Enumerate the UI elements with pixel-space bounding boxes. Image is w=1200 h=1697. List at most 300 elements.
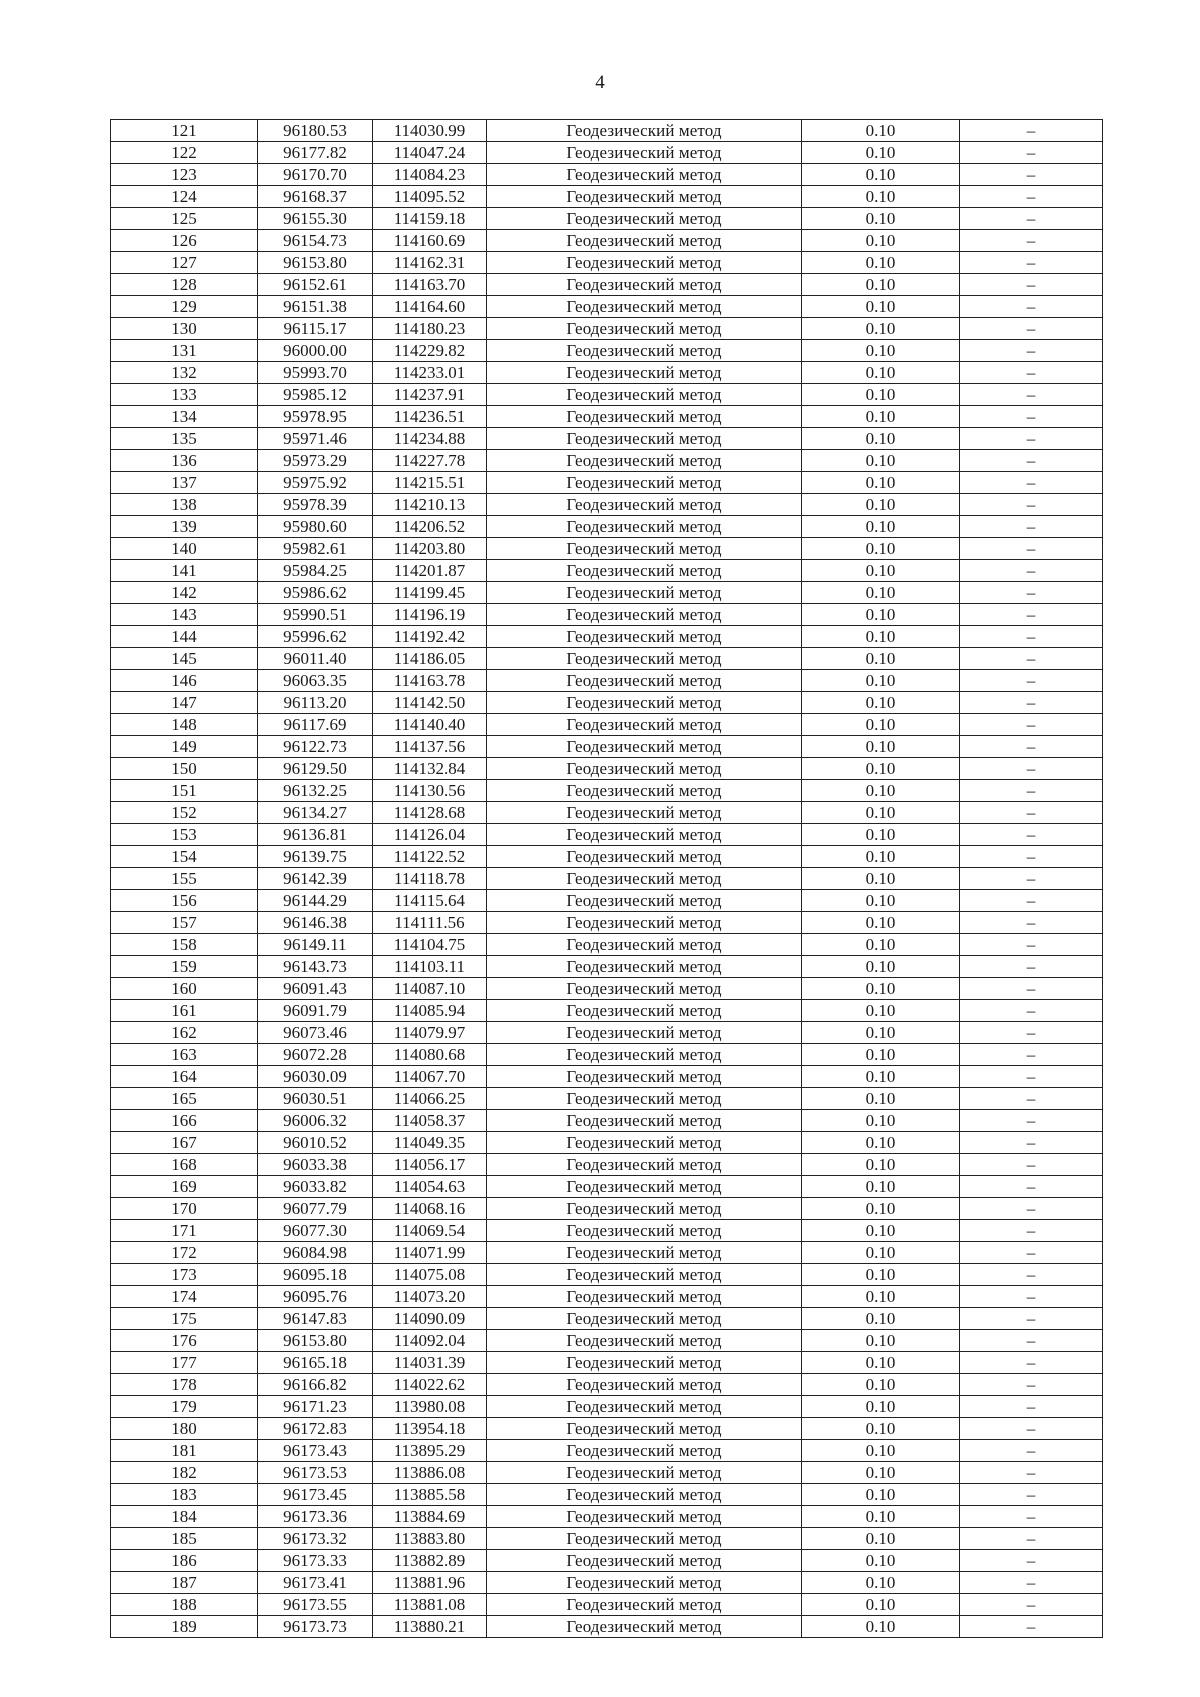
description-cell: – (960, 626, 1103, 648)
y-coordinate-cell: 114056.17 (373, 1154, 487, 1176)
description-cell: – (960, 428, 1103, 450)
table-row (111, 1088, 1103, 1110)
y-coordinate-cell: 114234.88 (373, 428, 487, 450)
method-cell: Геодезический метод (487, 318, 802, 340)
x-coordinate-cell: 96173.45 (258, 1484, 373, 1506)
point-number-cell: 158 (111, 934, 258, 956)
accuracy-cell: 0.10 (802, 604, 960, 626)
y-coordinate-cell: 114084.23 (373, 164, 487, 186)
table-row (111, 1176, 1103, 1198)
method-cell: Геодезический метод (487, 824, 802, 846)
table-row (111, 1506, 1103, 1528)
method-cell: Геодезический метод (487, 1594, 802, 1616)
x-coordinate-cell: 96095.76 (258, 1286, 373, 1308)
accuracy-cell: 0.10 (802, 208, 960, 230)
y-coordinate-cell: 114071.99 (373, 1242, 487, 1264)
table-row (111, 516, 1103, 538)
description-cell: – (960, 472, 1103, 494)
x-coordinate-cell: 96072.28 (258, 1044, 373, 1066)
x-coordinate-cell: 96033.38 (258, 1154, 373, 1176)
description-cell: – (960, 956, 1103, 978)
point-number-cell: 156 (111, 890, 258, 912)
method-cell: Геодезический метод (487, 1572, 802, 1594)
description-cell: – (960, 890, 1103, 912)
method-cell: Геодезический метод (487, 934, 802, 956)
x-coordinate-cell: 96132.25 (258, 780, 373, 802)
method-cell: Геодезический метод (487, 1198, 802, 1220)
description-cell: – (960, 164, 1103, 186)
point-number-cell: 152 (111, 802, 258, 824)
method-cell: Геодезический метод (487, 1374, 802, 1396)
accuracy-cell: 0.10 (802, 1286, 960, 1308)
y-coordinate-cell: 113980.08 (373, 1396, 487, 1418)
y-coordinate-cell: 114022.62 (373, 1374, 487, 1396)
accuracy-cell: 0.10 (802, 274, 960, 296)
description-cell: – (960, 560, 1103, 582)
description-cell: – (960, 1110, 1103, 1132)
point-number-cell: 148 (111, 714, 258, 736)
point-number-cell: 176 (111, 1330, 258, 1352)
point-number-cell: 155 (111, 868, 258, 890)
x-coordinate-cell: 96030.09 (258, 1066, 373, 1088)
point-number-cell: 183 (111, 1484, 258, 1506)
accuracy-cell: 0.10 (802, 1396, 960, 1418)
method-cell: Геодезический метод (487, 626, 802, 648)
table-row (111, 912, 1103, 934)
method-cell: Геодезический метод (487, 230, 802, 252)
accuracy-cell: 0.10 (802, 670, 960, 692)
point-number-cell: 147 (111, 692, 258, 714)
description-cell: – (960, 934, 1103, 956)
description-cell: – (960, 538, 1103, 560)
table-row (111, 758, 1103, 780)
y-coordinate-cell: 114206.52 (373, 516, 487, 538)
method-cell: Геодезический метод (487, 1352, 802, 1374)
point-number-cell: 133 (111, 384, 258, 406)
table-row (111, 362, 1103, 384)
accuracy-cell: 0.10 (802, 846, 960, 868)
description-cell: – (960, 1022, 1103, 1044)
description-cell: – (960, 1550, 1103, 1572)
y-coordinate-cell: 114160.69 (373, 230, 487, 252)
y-coordinate-cell: 114095.52 (373, 186, 487, 208)
description-cell: – (960, 450, 1103, 472)
description-cell: – (960, 230, 1103, 252)
point-number-cell: 164 (111, 1066, 258, 1088)
x-coordinate-cell: 95975.92 (258, 472, 373, 494)
method-cell: Геодезический метод (487, 1616, 802, 1638)
description-cell: – (960, 1286, 1103, 1308)
y-coordinate-cell: 114047.24 (373, 142, 487, 164)
table-row (111, 1330, 1103, 1352)
x-coordinate-cell: 96153.80 (258, 1330, 373, 1352)
x-coordinate-cell: 96170.70 (258, 164, 373, 186)
table-row (111, 714, 1103, 736)
y-coordinate-cell: 114068.16 (373, 1198, 487, 1220)
point-number-cell: 125 (111, 208, 258, 230)
description-cell: – (960, 516, 1103, 538)
accuracy-cell: 0.10 (802, 1176, 960, 1198)
y-coordinate-cell: 114031.39 (373, 1352, 487, 1374)
x-coordinate-cell: 96154.73 (258, 230, 373, 252)
table-row (111, 208, 1103, 230)
point-number-cell: 167 (111, 1132, 258, 1154)
y-coordinate-cell: 114196.19 (373, 604, 487, 626)
y-coordinate-cell: 114162.31 (373, 252, 487, 274)
x-coordinate-cell: 96172.83 (258, 1418, 373, 1440)
method-cell: Геодезический метод (487, 758, 802, 780)
table-row (111, 956, 1103, 978)
method-cell: Геодезический метод (487, 252, 802, 274)
point-number-cell: 163 (111, 1044, 258, 1066)
method-cell: Геодезический метод (487, 1066, 802, 1088)
description-cell: – (960, 736, 1103, 758)
description-cell: – (960, 120, 1103, 142)
table-row (111, 296, 1103, 318)
method-cell: Геодезический метод (487, 516, 802, 538)
y-coordinate-cell: 114122.52 (373, 846, 487, 868)
method-cell: Геодезический метод (487, 428, 802, 450)
accuracy-cell: 0.10 (802, 1154, 960, 1176)
x-coordinate-cell: 95985.12 (258, 384, 373, 406)
description-cell: – (960, 1066, 1103, 1088)
y-coordinate-cell: 114130.56 (373, 780, 487, 802)
x-coordinate-cell: 96168.37 (258, 186, 373, 208)
table-row (111, 868, 1103, 890)
accuracy-cell: 0.10 (802, 340, 960, 362)
table-row (111, 1000, 1103, 1022)
accuracy-cell: 0.10 (802, 362, 960, 384)
y-coordinate-cell: 113880.21 (373, 1616, 487, 1638)
description-cell: – (960, 714, 1103, 736)
table-row (111, 1220, 1103, 1242)
description-cell: – (960, 384, 1103, 406)
description-cell: – (960, 186, 1103, 208)
point-number-cell: 169 (111, 1176, 258, 1198)
accuracy-cell: 0.10 (802, 1088, 960, 1110)
description-cell: – (960, 1352, 1103, 1374)
x-coordinate-cell: 95993.70 (258, 362, 373, 384)
description-cell: – (960, 670, 1103, 692)
y-coordinate-cell: 114233.01 (373, 362, 487, 384)
method-cell: Геодезический метод (487, 846, 802, 868)
description-cell: – (960, 1418, 1103, 1440)
table-row (111, 1352, 1103, 1374)
x-coordinate-cell: 95980.60 (258, 516, 373, 538)
method-cell: Геодезический метод (487, 406, 802, 428)
accuracy-cell: 0.10 (802, 384, 960, 406)
y-coordinate-cell: 114137.56 (373, 736, 487, 758)
accuracy-cell: 0.10 (802, 252, 960, 274)
table-row (111, 1484, 1103, 1506)
x-coordinate-cell: 96173.73 (258, 1616, 373, 1638)
x-coordinate-cell: 96011.40 (258, 648, 373, 670)
y-coordinate-cell: 114054.63 (373, 1176, 487, 1198)
method-cell: Геодезический метод (487, 1330, 802, 1352)
table-row (111, 780, 1103, 802)
y-coordinate-cell: 114080.68 (373, 1044, 487, 1066)
table-row (111, 1396, 1103, 1418)
accuracy-cell: 0.10 (802, 648, 960, 670)
accuracy-cell: 0.10 (802, 1550, 960, 1572)
x-coordinate-cell: 95971.46 (258, 428, 373, 450)
accuracy-cell: 0.10 (802, 1616, 960, 1638)
x-coordinate-cell: 96084.98 (258, 1242, 373, 1264)
description-cell: – (960, 1176, 1103, 1198)
x-coordinate-cell: 96144.29 (258, 890, 373, 912)
point-number-cell: 144 (111, 626, 258, 648)
x-coordinate-cell: 96006.32 (258, 1110, 373, 1132)
x-coordinate-cell: 96173.55 (258, 1594, 373, 1616)
accuracy-cell: 0.10 (802, 1418, 960, 1440)
method-cell: Геодезический метод (487, 868, 802, 890)
accuracy-cell: 0.10 (802, 736, 960, 758)
accuracy-cell: 0.10 (802, 296, 960, 318)
y-coordinate-cell: 113885.58 (373, 1484, 487, 1506)
table-row (111, 428, 1103, 450)
point-number-cell: 172 (111, 1242, 258, 1264)
point-number-cell: 165 (111, 1088, 258, 1110)
accuracy-cell: 0.10 (802, 230, 960, 252)
description-cell: – (960, 318, 1103, 340)
accuracy-cell: 0.10 (802, 1462, 960, 1484)
description-cell: – (960, 1044, 1103, 1066)
method-cell: Геодезический метод (487, 780, 802, 802)
method-cell: Геодезический метод (487, 1264, 802, 1286)
description-cell: – (960, 1088, 1103, 1110)
description-cell: – (960, 1528, 1103, 1550)
table-row (111, 164, 1103, 186)
table-row (111, 802, 1103, 824)
point-number-cell: 186 (111, 1550, 258, 1572)
method-cell: Геодезический метод (487, 912, 802, 934)
accuracy-cell: 0.10 (802, 1594, 960, 1616)
description-cell: – (960, 274, 1103, 296)
accuracy-cell: 0.10 (802, 1264, 960, 1286)
accuracy-cell: 0.10 (802, 1022, 960, 1044)
table-row (111, 1198, 1103, 1220)
method-cell: Геодезический метод (487, 1176, 802, 1198)
accuracy-cell: 0.10 (802, 1000, 960, 1022)
y-coordinate-cell: 114067.70 (373, 1066, 487, 1088)
description-cell: – (960, 340, 1103, 362)
table-row (111, 824, 1103, 846)
accuracy-cell: 0.10 (802, 1440, 960, 1462)
accuracy-cell: 0.10 (802, 428, 960, 450)
description-cell: – (960, 142, 1103, 164)
table-row (111, 978, 1103, 1000)
method-cell: Геодезический метод (487, 956, 802, 978)
x-coordinate-cell: 95990.51 (258, 604, 373, 626)
table-row (111, 736, 1103, 758)
table-row (111, 1264, 1103, 1286)
x-coordinate-cell: 96147.83 (258, 1308, 373, 1330)
method-cell: Геодезический метод (487, 1286, 802, 1308)
method-cell: Геодезический метод (487, 692, 802, 714)
accuracy-cell: 0.10 (802, 1330, 960, 1352)
point-number-cell: 145 (111, 648, 258, 670)
method-cell: Геодезический метод (487, 890, 802, 912)
description-cell: – (960, 1330, 1103, 1352)
y-coordinate-cell: 114229.82 (373, 340, 487, 362)
method-cell: Геодезический метод (487, 1550, 802, 1572)
accuracy-cell: 0.10 (802, 1484, 960, 1506)
y-coordinate-cell: 113881.08 (373, 1594, 487, 1616)
table-row (111, 406, 1103, 428)
x-coordinate-cell: 96173.32 (258, 1528, 373, 1550)
y-coordinate-cell: 114199.45 (373, 582, 487, 604)
method-cell: Геодезический метод (487, 1308, 802, 1330)
table-row (111, 252, 1103, 274)
table-row (111, 186, 1103, 208)
x-coordinate-cell: 95984.25 (258, 560, 373, 582)
method-cell: Геодезический метод (487, 274, 802, 296)
x-coordinate-cell: 96180.53 (258, 120, 373, 142)
coordinates-table-body (111, 120, 1103, 1638)
method-cell: Геодезический метод (487, 384, 802, 406)
point-number-cell: 151 (111, 780, 258, 802)
accuracy-cell: 0.10 (802, 1352, 960, 1374)
description-cell: – (960, 802, 1103, 824)
point-number-cell: 131 (111, 340, 258, 362)
x-coordinate-cell: 96073.46 (258, 1022, 373, 1044)
table-row (111, 1286, 1103, 1308)
method-cell: Геодезический метод (487, 1418, 802, 1440)
table-row (111, 450, 1103, 472)
accuracy-cell: 0.10 (802, 934, 960, 956)
point-number-cell: 154 (111, 846, 258, 868)
y-coordinate-cell: 114186.05 (373, 648, 487, 670)
y-coordinate-cell: 114049.35 (373, 1132, 487, 1154)
accuracy-cell: 0.10 (802, 142, 960, 164)
method-cell: Геодезический метод (487, 362, 802, 384)
x-coordinate-cell: 96077.79 (258, 1198, 373, 1220)
accuracy-cell: 0.10 (802, 120, 960, 142)
accuracy-cell: 0.10 (802, 1132, 960, 1154)
x-coordinate-cell: 96091.79 (258, 1000, 373, 1022)
x-coordinate-cell: 96134.27 (258, 802, 373, 824)
y-coordinate-cell: 114164.60 (373, 296, 487, 318)
y-coordinate-cell: 114227.78 (373, 450, 487, 472)
x-coordinate-cell: 95986.62 (258, 582, 373, 604)
point-number-cell: 153 (111, 824, 258, 846)
table-row (111, 604, 1103, 626)
method-cell: Геодезический метод (487, 1506, 802, 1528)
x-coordinate-cell: 96165.18 (258, 1352, 373, 1374)
description-cell: – (960, 758, 1103, 780)
point-number-cell: 122 (111, 142, 258, 164)
method-cell: Геодезический метод (487, 978, 802, 1000)
y-coordinate-cell: 114087.10 (373, 978, 487, 1000)
accuracy-cell: 0.10 (802, 1110, 960, 1132)
x-coordinate-cell: 96171.23 (258, 1396, 373, 1418)
x-coordinate-cell: 96030.51 (258, 1088, 373, 1110)
method-cell: Геодезический метод (487, 736, 802, 758)
description-cell: – (960, 604, 1103, 626)
y-coordinate-cell: 114132.84 (373, 758, 487, 780)
accuracy-cell: 0.10 (802, 1374, 960, 1396)
point-number-cell: 121 (111, 120, 258, 142)
x-coordinate-cell: 96166.82 (258, 1374, 373, 1396)
method-cell: Геодезический метод (487, 296, 802, 318)
description-cell: – (960, 582, 1103, 604)
accuracy-cell: 0.10 (802, 1242, 960, 1264)
table-row (111, 1132, 1103, 1154)
description-cell: – (960, 1374, 1103, 1396)
y-coordinate-cell: 114075.08 (373, 1264, 487, 1286)
method-cell: Геодезический метод (487, 1484, 802, 1506)
y-coordinate-cell: 114159.18 (373, 208, 487, 230)
method-cell: Геодезический метод (487, 1154, 802, 1176)
accuracy-cell: 0.10 (802, 1066, 960, 1088)
point-number-cell: 146 (111, 670, 258, 692)
y-coordinate-cell: 113895.29 (373, 1440, 487, 1462)
description-cell: – (960, 978, 1103, 1000)
point-number-cell: 157 (111, 912, 258, 934)
point-number-cell: 168 (111, 1154, 258, 1176)
method-cell: Геодезический метод (487, 1132, 802, 1154)
x-coordinate-cell: 95978.39 (258, 494, 373, 516)
method-cell: Геодезический метод (487, 1440, 802, 1462)
y-coordinate-cell: 114201.87 (373, 560, 487, 582)
point-number-cell: 185 (111, 1528, 258, 1550)
point-number-cell: 124 (111, 186, 258, 208)
method-cell: Геодезический метод (487, 1396, 802, 1418)
point-number-cell: 188 (111, 1594, 258, 1616)
accuracy-cell: 0.10 (802, 912, 960, 934)
point-number-cell: 137 (111, 472, 258, 494)
x-coordinate-cell: 96010.52 (258, 1132, 373, 1154)
accuracy-cell: 0.10 (802, 758, 960, 780)
description-cell: – (960, 824, 1103, 846)
accuracy-cell: 0.10 (802, 1506, 960, 1528)
description-cell: – (960, 1220, 1103, 1242)
x-coordinate-cell: 96149.11 (258, 934, 373, 956)
x-coordinate-cell: 96122.73 (258, 736, 373, 758)
accuracy-cell: 0.10 (802, 824, 960, 846)
x-coordinate-cell: 96000.00 (258, 340, 373, 362)
description-cell: – (960, 362, 1103, 384)
description-cell: – (960, 1594, 1103, 1616)
point-number-cell: 138 (111, 494, 258, 516)
y-coordinate-cell: 113884.69 (373, 1506, 487, 1528)
method-cell: Геодезический метод (487, 1044, 802, 1066)
table-row (111, 626, 1103, 648)
accuracy-cell: 0.10 (802, 538, 960, 560)
method-cell: Геодезический метод (487, 340, 802, 362)
point-number-cell: 171 (111, 1220, 258, 1242)
description-cell: – (960, 1484, 1103, 1506)
table-row (111, 472, 1103, 494)
description-cell: – (960, 252, 1103, 274)
point-number-cell: 143 (111, 604, 258, 626)
point-number-cell: 178 (111, 1374, 258, 1396)
description-cell: – (960, 648, 1103, 670)
description-cell: – (960, 1198, 1103, 1220)
accuracy-cell: 0.10 (802, 890, 960, 912)
point-number-cell: 170 (111, 1198, 258, 1220)
description-cell: – (960, 296, 1103, 318)
point-number-cell: 132 (111, 362, 258, 384)
accuracy-cell: 0.10 (802, 1528, 960, 1550)
x-coordinate-cell: 96117.69 (258, 714, 373, 736)
x-coordinate-cell: 96173.36 (258, 1506, 373, 1528)
point-number-cell: 140 (111, 538, 258, 560)
table-row (111, 648, 1103, 670)
point-number-cell: 160 (111, 978, 258, 1000)
accuracy-cell: 0.10 (802, 802, 960, 824)
description-cell: – (960, 1396, 1103, 1418)
